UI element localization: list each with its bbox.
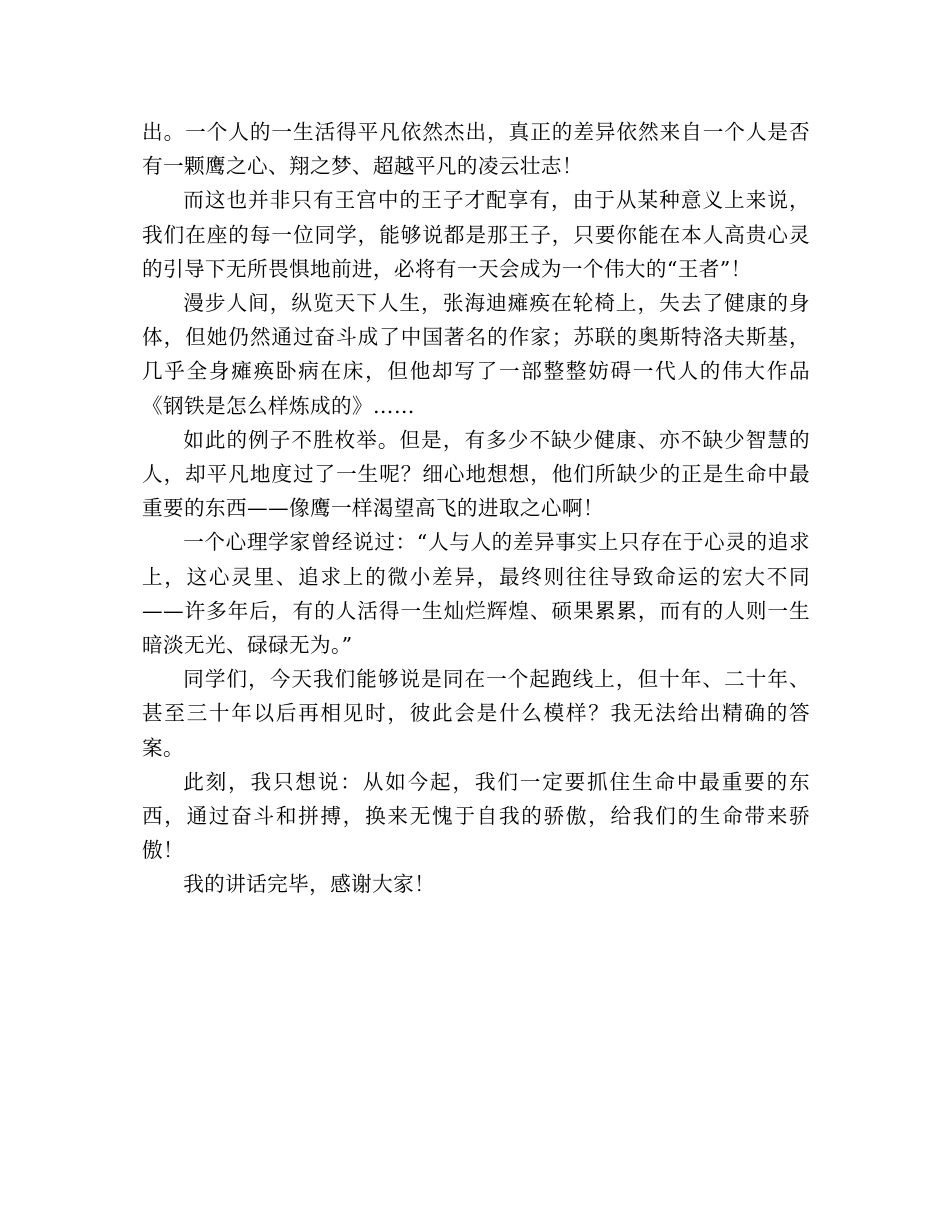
paragraph-8: 我的讲话完毕，感谢大家！ [183,872,436,897]
paragraph-4: 如此的例子不胜枚举。但是，有多少不缺少健康、亦不缺少智慧的人，却平凡地度过了一生呢？细心地想想，他们所缺少的正是生命中最重要的东西——像鹰一样渴望高飞的进取之心啊！ [142,427,810,521]
paragraph-7: 此刻，我只想说：从如今起，我们一定要抓住生命中最重要的东西，通过奋斗和拼搏，换来无愧于自我的骄傲，给我们的生命带来骄傲！ [142,769,810,863]
paragraph-3: 漫步人间，纵览天下人生，张海迪瘫痪在轮椅上，失去了健康的身体，但她仍然通过奋斗成了中国著名的作家；苏联的奥斯特洛夫斯基，几乎全身瘫痪卧病在床，但他却写了一部整整妨碍一代人的伟大作品《钢铁是怎么样炼成的》…… [142,291,810,418]
paragraph-6: 同学们，今天我们能够说是同在一个起跑线上，但十年、二十年、甚至三十年以后再相见时，彼此会是什么模样？我无法给出精确的答案。 [142,667,810,760]
paragraph-2: 而这也并非只有王宫中的王子才配享有，由于从某种意义上来说，我们在座的每一位同学，能够说都是那王子，只要你能在本人高贵心灵的引导下无所畏惧地前进，必将有一天会成为一个伟大的“王者”！ [142,188,810,281]
paragraph-5: 一个心理学家曾经说过：“人与人的差异事实上只存在于心灵的追求上，这心灵里、追求上的微小差异，最终则往往导致命运的宏大不同——许多年后，有的人活得一生灿烂辉煌、硕果累累，而有的人则一生暗淡无光、碌碌无为。” [142,530,810,658]
document-page [142,115,810,902]
paragraph-1: 出。一个人的一生活得平凡依然杰出，真正的差异依然来自一个人是否有一颗鹰之心、翔之梦、超越平凡的凌云壮志！ [142,120,810,179]
